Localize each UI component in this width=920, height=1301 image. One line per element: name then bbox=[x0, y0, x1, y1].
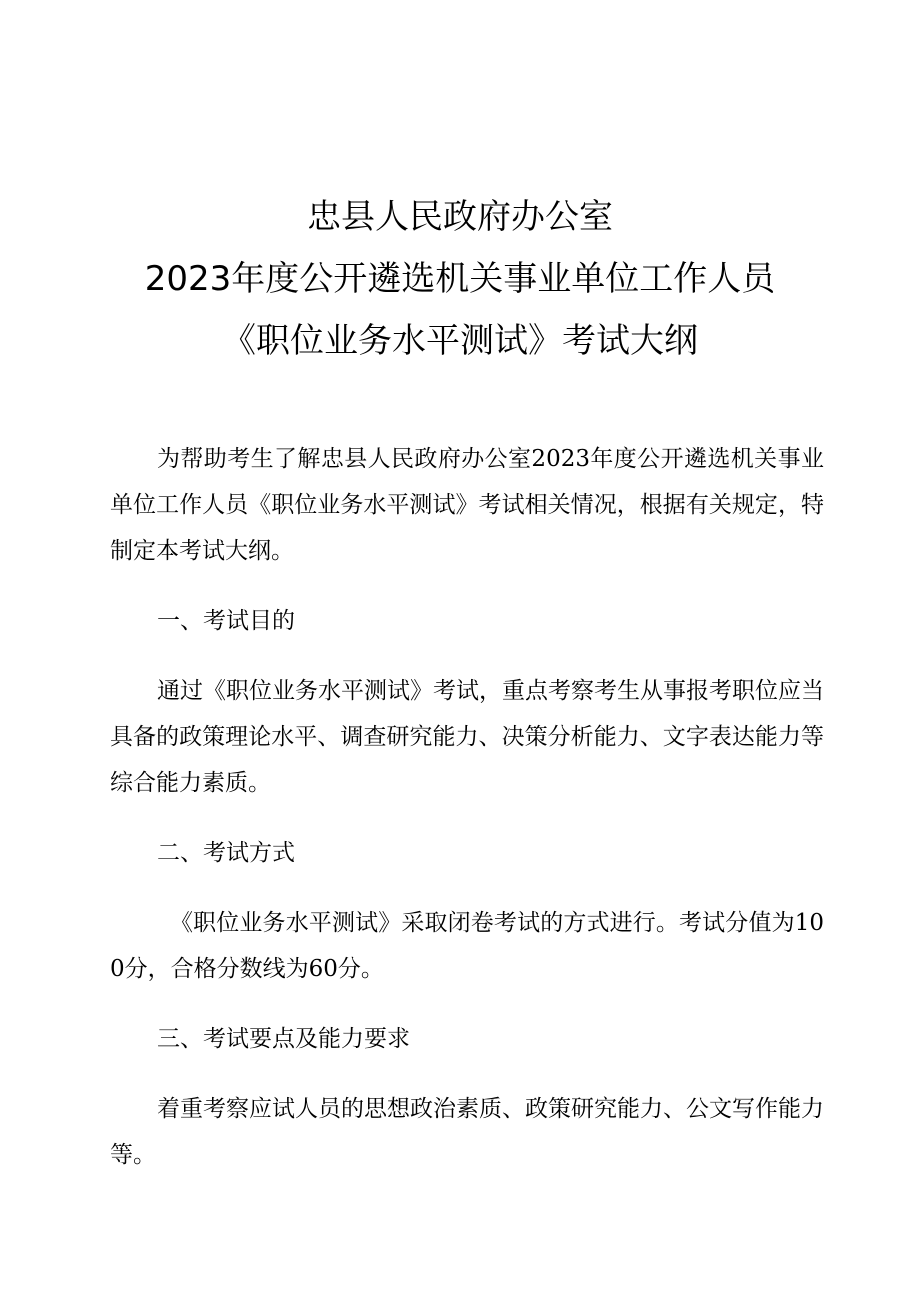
document-title bbox=[0, 186, 920, 372]
title-line-2: 2023年度公开遴选机关事业单位工作人员 bbox=[144, 259, 776, 299]
section-3-paragraph: 着重考察应试人员的思想政治素质、政策研究能力、公文写作能力等。 bbox=[110, 1096, 824, 1168]
title-line-3: 《职位业务水平测试》考试大纲 bbox=[222, 321, 698, 361]
section-3-heading: 三、考试要点及能力要求 bbox=[157, 1026, 410, 1052]
section-1-paragraph: 通过《职位业务水平测试》考试，重点考察考生从事报考职位应当具备的政策理论水平、调查研究能力、决策分析能力、文字表达能力等综合能力素质。 bbox=[110, 678, 824, 796]
section-1-heading: 一、考试目的 bbox=[157, 608, 295, 634]
section-2-heading: 二、考试方式 bbox=[157, 840, 295, 866]
intro-paragraph: 为帮助考生了解忠县人民政府办公室2023年度公开遴选机关事业单位工作人员《职位业务水平测试》考试相关情况，根据有关规定，特制定本考试大纲。 bbox=[110, 446, 824, 564]
title-line-1: 忠县人民政府办公室 bbox=[307, 197, 613, 237]
document-body bbox=[110, 436, 824, 1202]
section-2-paragraph: 《职位业务水平测试》采取闭卷考试的方式进行。考试分值为100分，合格分数线为60分。 bbox=[110, 910, 824, 982]
